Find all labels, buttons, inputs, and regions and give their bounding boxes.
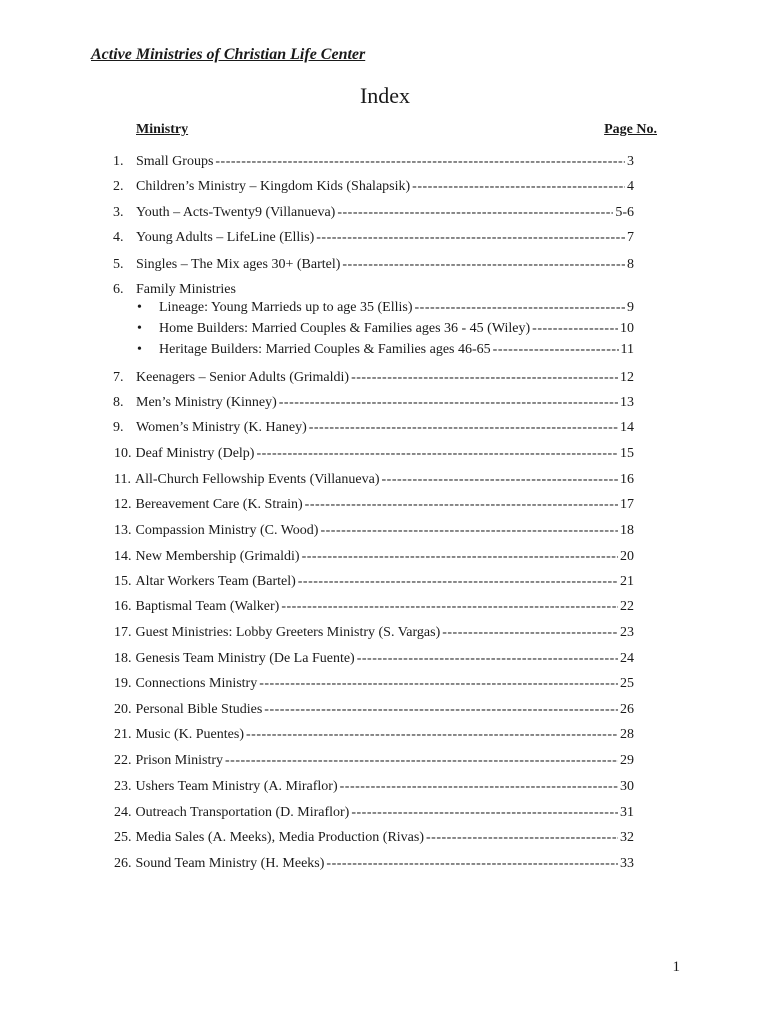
page-number: 1 bbox=[672, 959, 680, 975]
entry-number: 10. bbox=[114, 446, 132, 461]
entry-page-number: 14 bbox=[620, 420, 634, 435]
index-entry bbox=[114, 573, 634, 591]
entry-ministry-name: Youth – Acts-Twenty9 (Villanueva) bbox=[136, 205, 336, 220]
entry-page-number: 28 bbox=[620, 727, 634, 742]
index-entry bbox=[114, 675, 634, 693]
entry-number: 24. bbox=[114, 805, 132, 820]
entry-page-number: 12 bbox=[620, 370, 634, 385]
dot-leader bbox=[426, 829, 618, 847]
entry-number: 14. bbox=[114, 549, 132, 564]
entry-number: 16. bbox=[114, 599, 132, 614]
dot-leader bbox=[309, 419, 618, 437]
entry-ministry-name: Connections Ministry bbox=[135, 676, 258, 691]
entry-page-number: 26 bbox=[620, 702, 634, 717]
dot-leader bbox=[320, 522, 618, 540]
dot-leader bbox=[225, 752, 618, 770]
entry-page-number: 18 bbox=[620, 523, 634, 538]
dot-leader bbox=[342, 256, 625, 274]
index-entry bbox=[114, 804, 634, 822]
entry-page-number: 33 bbox=[620, 856, 634, 871]
dot-leader bbox=[326, 855, 618, 873]
index-entry bbox=[114, 855, 634, 873]
dot-leader bbox=[298, 573, 618, 591]
entry-number: 25. bbox=[114, 830, 132, 845]
entry-number: 22. bbox=[114, 753, 132, 768]
entry-page-number: 13 bbox=[620, 395, 634, 410]
index-heading: Index bbox=[359, 83, 411, 108]
dot-leader bbox=[442, 624, 618, 642]
dot-leader bbox=[357, 650, 618, 668]
entry-number: 26. bbox=[114, 856, 132, 871]
bullet-icon: • bbox=[137, 342, 142, 357]
dot-leader bbox=[279, 394, 618, 412]
index-entry bbox=[114, 829, 634, 847]
entry-page-number: 20 bbox=[620, 549, 634, 564]
family-subitem bbox=[137, 341, 634, 359]
entry-number: 21. bbox=[114, 727, 132, 742]
dot-leader bbox=[302, 548, 618, 566]
entry-page-number: 30 bbox=[620, 779, 634, 794]
index-entry bbox=[114, 624, 634, 642]
index-entry bbox=[114, 471, 634, 489]
entry-ministry-name: Prison Ministry bbox=[135, 753, 224, 768]
entry-number: 5. bbox=[113, 257, 124, 272]
dot-leader bbox=[351, 369, 618, 387]
entry-ministry-name: Young Adults – LifeLine (Ellis) bbox=[136, 230, 315, 245]
entry-number: 17. bbox=[114, 625, 132, 640]
dot-leader bbox=[532, 320, 618, 338]
entry-page-number: 17 bbox=[620, 497, 634, 512]
entry-number: 4. bbox=[113, 230, 124, 245]
entry-number: 9. bbox=[113, 420, 124, 435]
entry-ministry-name: Men’s Ministry (Kinney) bbox=[136, 395, 277, 410]
index-entry bbox=[113, 178, 634, 196]
dot-leader bbox=[215, 153, 625, 171]
entry-ministry-name: New Membership (Grimaldi) bbox=[135, 549, 300, 564]
entry-number: 7. bbox=[113, 370, 124, 385]
dot-leader bbox=[256, 445, 618, 463]
document-title: Active Ministries of Christian Life Center bbox=[91, 46, 366, 63]
dot-leader bbox=[316, 229, 625, 247]
bullet-icon: • bbox=[137, 300, 142, 315]
dot-leader bbox=[351, 804, 618, 822]
column-header-page-no: Page No. bbox=[604, 122, 657, 137]
entry-ministry-name: Outreach Transportation (D. Miraflor) bbox=[135, 805, 350, 820]
dot-leader bbox=[382, 471, 619, 489]
subitem-page-number: 9 bbox=[627, 300, 634, 315]
entry-page-number: 32 bbox=[620, 830, 634, 845]
dot-leader bbox=[246, 726, 618, 744]
entry-page-number: 24 bbox=[620, 651, 634, 666]
subitem-ministry-name: Heritage Builders: Married Couples & Families ages 46-65 bbox=[159, 342, 491, 357]
dot-leader bbox=[305, 496, 618, 514]
dot-leader bbox=[264, 701, 618, 719]
entry-page-number: 5-6 bbox=[615, 205, 634, 220]
subitem-ministry-name: Lineage: Young Marrieds up to age 35 (Ellis) bbox=[159, 300, 413, 315]
index-entry bbox=[114, 752, 634, 770]
entry-page-number: 31 bbox=[620, 805, 634, 820]
entry-page-number: 7 bbox=[627, 230, 634, 245]
entry-page-number: 22 bbox=[620, 599, 634, 614]
index-entry bbox=[113, 256, 634, 274]
index-entry bbox=[114, 701, 634, 719]
entry-number: 8. bbox=[113, 395, 124, 410]
index-entry bbox=[114, 445, 634, 463]
entry-ministry-name: Altar Workers Team (Bartel) bbox=[135, 574, 296, 589]
index-entry bbox=[113, 369, 634, 387]
entry-ministry-name: Small Groups bbox=[136, 154, 214, 169]
entry-ministry-name: Women’s Ministry (K. Haney) bbox=[136, 420, 307, 435]
entry-page-number: 16 bbox=[620, 472, 634, 487]
entry-ministry-name: Children’s Ministry – Kingdom Kids (Shalapsik) bbox=[136, 179, 411, 194]
entry-page-number: 8 bbox=[627, 257, 634, 272]
dot-leader bbox=[259, 675, 618, 693]
entry-number: 3. bbox=[113, 205, 124, 220]
entry-number: 19. bbox=[114, 676, 132, 691]
bullet-icon: • bbox=[137, 321, 142, 336]
index-entry bbox=[113, 204, 634, 222]
index-entry bbox=[113, 394, 634, 412]
entry-ministry-name: Media Sales (A. Meeks), Media Production (Rivas) bbox=[135, 830, 424, 845]
index-entry bbox=[113, 229, 634, 247]
entry-number: 18. bbox=[114, 651, 132, 666]
entry-ministry-name: Baptismal Team (Walker) bbox=[135, 599, 280, 614]
entry-page-number: 29 bbox=[620, 753, 634, 768]
index-entry bbox=[114, 650, 634, 668]
entry-number: 15. bbox=[114, 574, 132, 589]
entry-ministry-name: Music (K. Puentes) bbox=[135, 727, 244, 742]
subitem-page-number: 11 bbox=[620, 342, 634, 357]
subitem-page-number: 10 bbox=[620, 321, 634, 336]
index-entry bbox=[114, 548, 634, 566]
subitem-ministry-name: Home Builders: Married Couples & Families ages 36 - 45 (Wiley) bbox=[159, 321, 531, 336]
entry-number: 20. bbox=[114, 702, 132, 717]
dot-leader bbox=[412, 178, 625, 196]
entry-page-number: 15 bbox=[620, 446, 634, 461]
entry-ministry-name: Compassion Ministry (C. Wood) bbox=[135, 523, 319, 538]
section-heading-family-ministries: Family Ministries bbox=[136, 282, 236, 297]
entry-ministry-name: Deaf Ministry (Delp) bbox=[135, 446, 255, 461]
family-subitem bbox=[137, 320, 634, 338]
dot-leader bbox=[281, 598, 618, 616]
entry-ministry-name: Ushers Team Ministry (A. Miraflor) bbox=[135, 779, 338, 794]
entry-ministry-name: Personal Bible Studies bbox=[135, 702, 263, 717]
index-entry bbox=[113, 419, 634, 437]
entry-number: 6. bbox=[113, 282, 124, 297]
dot-leader bbox=[415, 299, 625, 317]
entry-number: 12. bbox=[114, 497, 132, 512]
entry-number: 11. bbox=[114, 472, 131, 487]
index-entry bbox=[114, 598, 634, 616]
dot-leader bbox=[493, 341, 619, 359]
entry-ministry-name: Keenagers – Senior Adults (Grimaldi) bbox=[136, 370, 350, 385]
entry-ministry-name: Guest Ministries: Lobby Greeters Ministry (S. Vargas) bbox=[135, 625, 441, 640]
entry-ministry-name: All-Church Fellowship Events (Villanueva) bbox=[134, 472, 380, 487]
entry-page-number: 23 bbox=[620, 625, 634, 640]
entry-number: 23. bbox=[114, 779, 132, 794]
entry-page-number: 21 bbox=[620, 574, 634, 589]
entry-ministry-name: Singles – The Mix ages 30+ (Bartel) bbox=[136, 257, 341, 272]
entry-ministry-name: Genesis Team Ministry (De La Fuente) bbox=[135, 651, 355, 666]
entry-page-number: 4 bbox=[627, 179, 634, 194]
entry-page-number: 3 bbox=[627, 154, 634, 169]
index-entry bbox=[114, 522, 634, 540]
entry-number: 13. bbox=[114, 523, 132, 538]
dot-leader bbox=[340, 778, 618, 796]
entry-number: 2. bbox=[113, 179, 124, 194]
index-entry bbox=[114, 496, 634, 514]
index-entry bbox=[114, 726, 634, 744]
family-subitem bbox=[137, 299, 634, 317]
entry-number: 1. bbox=[113, 154, 124, 169]
entry-page-number: 25 bbox=[620, 676, 634, 691]
index-entry bbox=[113, 153, 634, 171]
index-entry bbox=[114, 778, 634, 796]
entry-ministry-name: Sound Team Ministry (H. Meeks) bbox=[135, 856, 325, 871]
dot-leader bbox=[337, 204, 613, 222]
column-header-ministry: Ministry bbox=[136, 122, 189, 137]
entry-ministry-name: Bereavement Care (K. Strain) bbox=[135, 497, 303, 512]
